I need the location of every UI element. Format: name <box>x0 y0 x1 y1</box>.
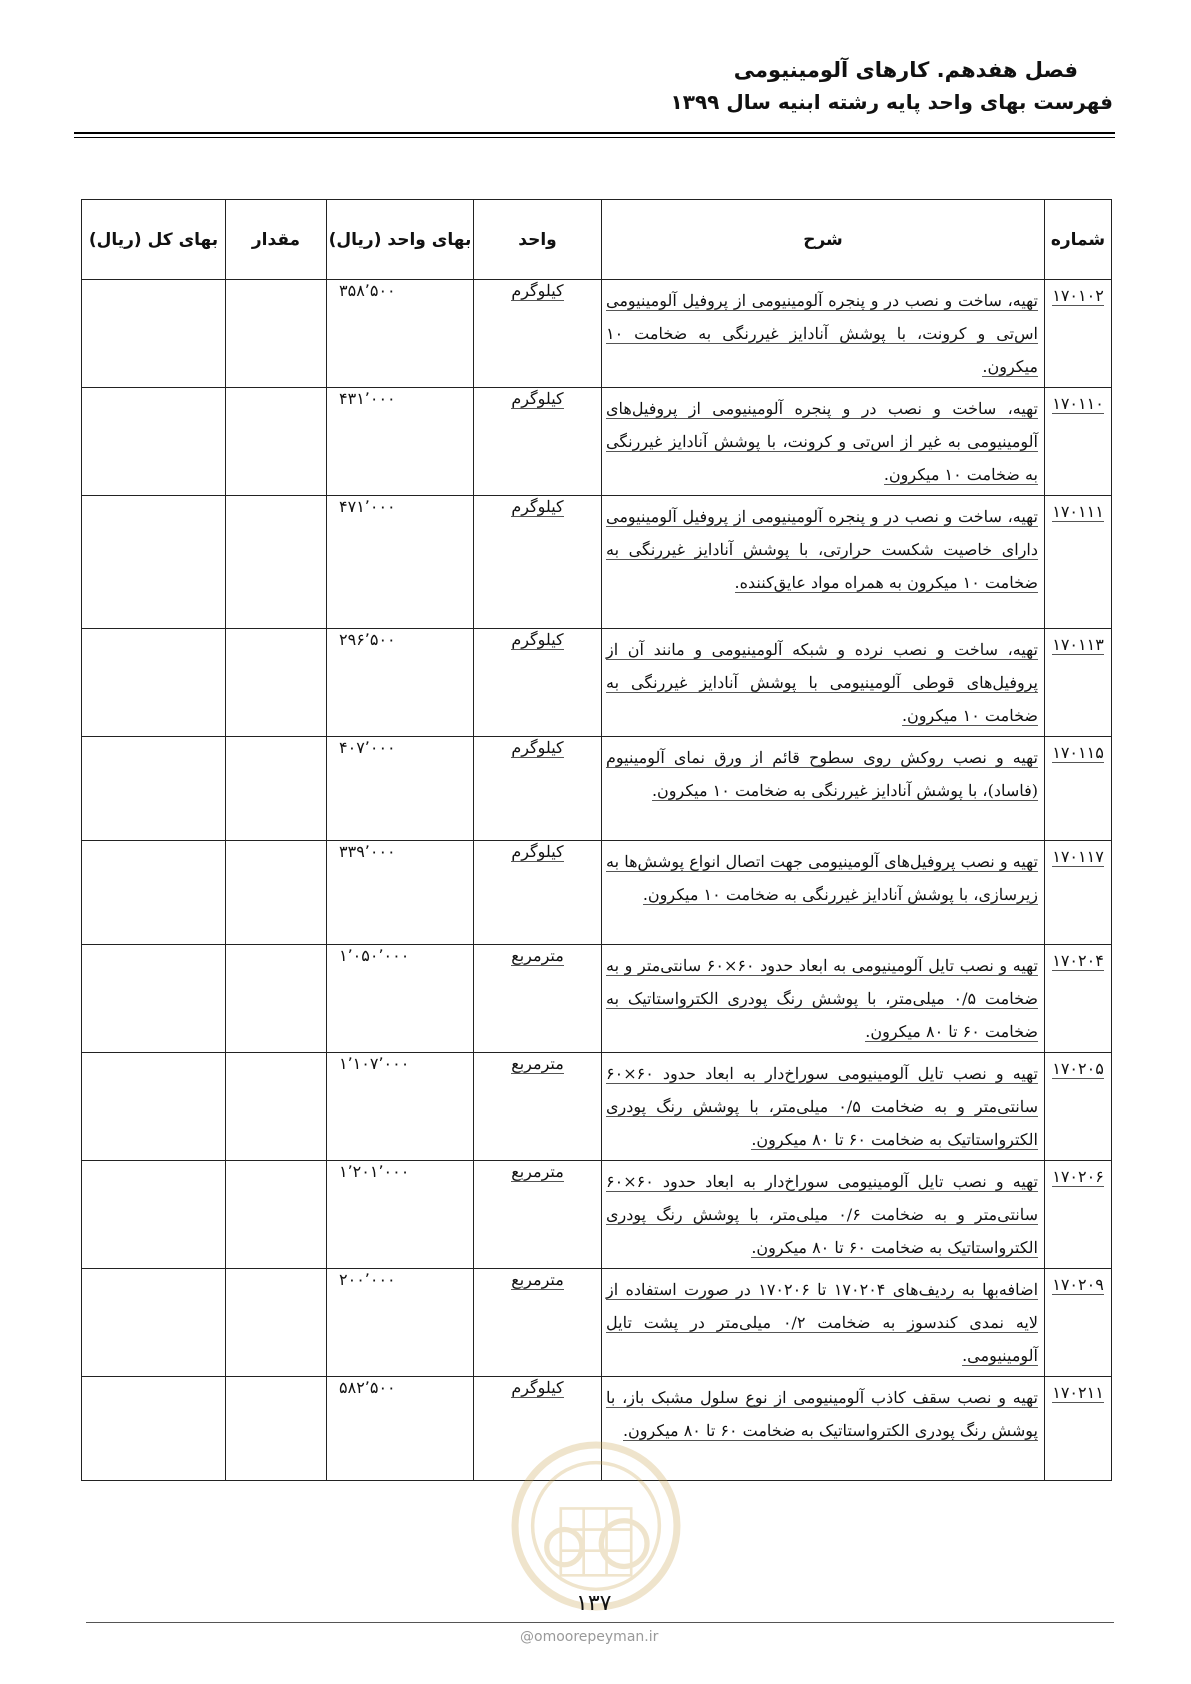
row-description <box>602 1269 1045 1377</box>
row-unit-price: ۱٬۲۰۱٬۰۰۰ <box>327 1161 474 1269</box>
watermark-seal <box>508 1438 684 1614</box>
row-quantity <box>226 1161 327 1269</box>
row-number <box>1045 388 1112 496</box>
row-description <box>602 1053 1045 1161</box>
row-total-price <box>82 1377 226 1481</box>
table-row <box>82 945 1112 1053</box>
row-unit-price: ۱٬۰۵۰٬۰۰۰ <box>327 945 474 1053</box>
row-unit-text: مترمربع <box>511 1054 564 1073</box>
column-header-unit-price: بهای واحد (ریال) <box>327 200 474 280</box>
row-number-text: ۱۷۰۲۰۹ <box>1052 1275 1104 1294</box>
website-watermark: @omoorepeyman.ir <box>520 1629 659 1645</box>
footer-rule <box>86 1622 1114 1623</box>
column-header-quantity: مقدار <box>226 200 327 280</box>
row-number-text: ۱۷۰۲۰۴ <box>1052 951 1104 970</box>
table-row <box>82 1269 1112 1377</box>
row-number-text: ۱۷۰۱۱۰ <box>1052 394 1104 413</box>
row-number-text: ۱۷۰۱۱۳ <box>1052 635 1104 654</box>
row-number <box>1045 629 1112 737</box>
row-number-text: ۱۷۰۱۰۲ <box>1052 286 1104 305</box>
row-description-text: تهیه، ساخت و نصب نرده و شبکه آلومینیومی و مانند آن از پروفیل‌های قوطی آلومینیومی با پوشش آنادایز غیررنگی به ضخامت ۱۰ میکرون. <box>606 640 1038 725</box>
row-quantity <box>226 841 327 945</box>
row-unit-price: ۴۰۷٬۰۰۰ <box>327 737 474 841</box>
row-quantity <box>226 737 327 841</box>
row-unit <box>474 388 602 496</box>
row-description <box>602 496 1045 629</box>
document-subtitle: فهرست بهای واحد پایه رشته ابنیه سال ۱۳۹۹ <box>670 90 1113 114</box>
row-number <box>1045 945 1112 1053</box>
row-unit <box>474 1269 602 1377</box>
row-quantity <box>226 945 327 1053</box>
row-number <box>1045 737 1112 841</box>
header-rule-thin <box>74 137 1115 138</box>
row-description <box>602 1161 1045 1269</box>
row-number <box>1045 496 1112 629</box>
row-unit <box>474 945 602 1053</box>
row-unit <box>474 280 602 388</box>
row-total-price <box>82 280 226 388</box>
column-header-unit: واحد <box>474 200 602 280</box>
chapter-title: فصل هفدهم. کارهای آلومینیومی <box>733 58 1078 82</box>
row-unit-price: ۲۰۰٬۰۰۰ <box>327 1269 474 1377</box>
row-unit <box>474 629 602 737</box>
row-description-text: تهیه و نصب پروفیل‌های آلومینیومی جهت اتصال انواع پوشش‌ها به زیرسازی، با پوشش آنادایز غیررنگی به ضخامت ۱۰ میکرون. <box>606 852 1038 904</box>
row-total-price <box>82 496 226 629</box>
row-quantity <box>226 1377 327 1481</box>
row-unit-text: کیلوگرم <box>511 738 564 757</box>
row-total-price <box>82 737 226 841</box>
table-header-row <box>82 200 1112 280</box>
row-total-price <box>82 1161 226 1269</box>
row-unit-price: ۴۳۱٬۰۰۰ <box>327 388 474 496</box>
table-row <box>82 388 1112 496</box>
row-quantity <box>226 496 327 629</box>
table-row <box>82 629 1112 737</box>
price-list-table <box>81 199 1112 1481</box>
row-number <box>1045 1377 1112 1481</box>
row-unit-text: مترمربع <box>511 1162 564 1181</box>
row-description-text: تهیه و نصب تایل آلومینیومی سوراخ‌دار به ابعاد حدود ۶۰×۶۰ سانتی‌متر و به ضخامت ۰/۶ میلی‌متر، با پوشش رنگ پودری الکترواستاتیک به ضخامت ۶۰ تا ۸۰ میکرون. <box>606 1172 1039 1257</box>
row-description-text: اضافه‌بها به ردیف‌های ۱۷۰۲۰۴ تا ۱۷۰۲۰۶ در صورت استفاده از لایه نمدی کندسوز به ضخامت ۰/۲ میلی‌متر در پشت تایل آلومینیومی. <box>606 1280 1039 1365</box>
page-header <box>73 58 1113 114</box>
row-total-price <box>82 945 226 1053</box>
column-header-description: شرح <box>602 200 1045 280</box>
row-number-text: ۱۷۰۱۱۱ <box>1052 502 1104 521</box>
row-unit-text: کیلوگرم <box>511 1378 564 1397</box>
row-total-price <box>82 388 226 496</box>
header-rule <box>74 132 1115 134</box>
row-description <box>602 737 1045 841</box>
row-total-price <box>82 841 226 945</box>
row-unit-price: ۳۵۸٬۵۰۰ <box>327 280 474 388</box>
row-quantity <box>226 280 327 388</box>
table-row <box>82 1053 1112 1161</box>
row-total-price <box>82 1053 226 1161</box>
row-unit-price: ۱٬۱۰۷٬۰۰۰ <box>327 1053 474 1161</box>
row-unit-text: کیلوگرم <box>511 630 564 649</box>
row-quantity <box>226 1053 327 1161</box>
row-unit <box>474 1161 602 1269</box>
table-row <box>82 1161 1112 1269</box>
row-number-text: ۱۷۰۲۰۶ <box>1052 1167 1104 1186</box>
column-header-total-price: بهای کل (ریال) <box>82 200 226 280</box>
row-description-text: تهیه، ساخت و نصب در و پنجره آلومینیومی از پروفیل آلومینیومی دارای خاصیت شکست حرارتی، با پوشش آنادایز غیررنگی به ضخامت ۱۰ میکرون به همراه مواد عایق‌کننده. <box>606 507 1039 592</box>
row-description-text: تهیه و نصب تایل آلومینیومی سوراخ‌دار به ابعاد حدود ۶۰×۶۰ سانتی‌متر و به ضخامت ۰/۵ میلی‌متر، با پوشش رنگ پودری الکترواستاتیک به ضخامت ۶۰ تا ۸۰ میکرون. <box>606 1064 1039 1149</box>
row-unit-price: ۴۷۱٬۰۰۰ <box>327 496 474 629</box>
row-unit-text: کیلوگرم <box>511 842 564 861</box>
page-number: ۱۳۷ <box>576 1591 612 1616</box>
row-description-text: تهیه، ساخت و نصب در و پنجره آلومینیومی از پروفیل‌های آلومینیومی به غیر از اس‌تی و کرونت، با پوشش آنادایز غیررنگی به ضخامت ۱۰ میکرون. <box>606 399 1038 484</box>
row-total-price <box>82 629 226 737</box>
row-number-text: ۱۷۰۲۰۵ <box>1052 1059 1104 1078</box>
row-unit-price: ۳۳۹٬۰۰۰ <box>327 841 474 945</box>
row-unit <box>474 496 602 629</box>
table-row <box>82 496 1112 629</box>
row-unit <box>474 841 602 945</box>
row-number-text: ۱۷۰۱۱۵ <box>1052 743 1104 762</box>
row-unit-text: مترمربع <box>511 1270 564 1289</box>
row-unit-text: مترمربع <box>511 946 564 965</box>
row-description-text: تهیه و نصب تایل آلومینیومی به ابعاد حدود ۶۰×۶۰ سانتی‌متر و به ضخامت ۰/۵ میلی‌متر، با پوشش رنگ پودری الکترواستاتیک به ضخامت ۶۰ تا ۸۰ میکرون. <box>606 956 1039 1041</box>
row-number <box>1045 1053 1112 1161</box>
row-unit-text: کیلوگرم <box>511 497 564 516</box>
table-row <box>82 280 1112 388</box>
row-quantity <box>226 388 327 496</box>
row-number-text: ۱۷۰۲۱۱ <box>1052 1383 1104 1402</box>
row-unit-price: ۲۹۶٬۵۰۰ <box>327 629 474 737</box>
row-description <box>602 945 1045 1053</box>
row-number <box>1045 841 1112 945</box>
row-number <box>1045 1161 1112 1269</box>
row-description <box>602 280 1045 388</box>
row-number <box>1045 1269 1112 1377</box>
row-unit-text: کیلوگرم <box>511 281 564 300</box>
row-quantity <box>226 629 327 737</box>
row-description-text: تهیه و نصب سقف کاذب آلومینیومی از نوع سلول مشبک باز، با پوشش رنگ پودری الکترواستاتیک به ضخامت ۶۰ تا ۸۰ میکرون. <box>606 1388 1038 1440</box>
row-description <box>602 388 1045 496</box>
row-number-text: ۱۷۰۱۱۷ <box>1052 847 1104 866</box>
row-description <box>602 629 1045 737</box>
row-unit-price: ۵۸۲٬۵۰۰ <box>327 1377 474 1481</box>
row-total-price <box>82 1269 226 1377</box>
table-row <box>82 841 1112 945</box>
table-row <box>82 737 1112 841</box>
row-description-text: تهیه، ساخت و نصب در و پنجره آلومینیومی از پروفیل آلومینیومی اس‌تی و کرونت، با پوشش آنادایز غیررنگی به ضخامت ۱۰ میکرون. <box>606 291 1039 376</box>
row-unit <box>474 1053 602 1161</box>
row-description <box>602 841 1045 945</box>
row-number <box>1045 280 1112 388</box>
row-quantity <box>226 1269 327 1377</box>
row-description-text: تهیه و نصب روکش روی سطوح قائم از ورق نمای آلومینیوم (فاساد)، با پوشش آنادایز غیررنگی به ضخامت ۱۰ میکرون. <box>606 748 1038 800</box>
column-header-number: شماره <box>1045 200 1112 280</box>
row-unit-text: کیلوگرم <box>511 389 564 408</box>
row-unit <box>474 737 602 841</box>
